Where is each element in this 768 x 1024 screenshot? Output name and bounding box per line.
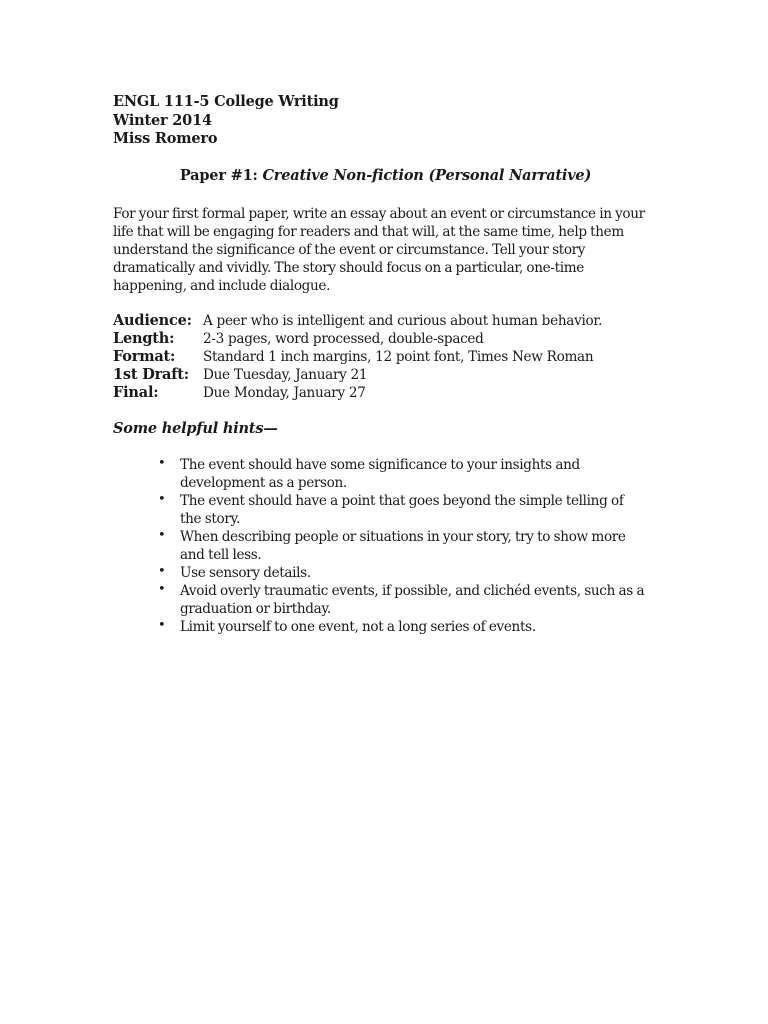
intro-line: For your first formal paper, write an essay about an event or circumstance in your <box>113 205 645 222</box>
hint-line: The event should have some significance to your insights and <box>180 456 580 473</box>
document-page <box>113 93 658 636</box>
hint-line: Avoid overly traumatic events, if possible, and clichéd events, such as a <box>180 582 645 599</box>
list-item <box>158 492 658 528</box>
bullet-icon: • <box>158 491 166 507</box>
spec-row-first-draft <box>113 366 658 384</box>
intro-line: life that will be engaging for readers and that will, at the same time, help them <box>113 223 624 240</box>
spec-row-format <box>113 348 658 366</box>
intro-line: dramatically and vividly. The story should focus on a particular, one-time <box>113 259 584 276</box>
hint-line: Limit yourself to one event, not a long series of events. <box>180 618 536 635</box>
hints-heading: Some helpful hints— <box>113 419 278 437</box>
spec-label: Final: <box>113 383 159 401</box>
list-item <box>158 456 658 492</box>
spec-label: Audience: <box>113 311 192 329</box>
hint-line: graduation or birthday. <box>180 600 331 617</box>
intro-paragraph <box>113 205 658 295</box>
spec-row-audience <box>113 312 658 330</box>
list-item <box>158 618 658 636</box>
bullet-icon: • <box>158 617 166 633</box>
paper-title-subtitle: Creative Non-fiction (Personal Narrative) <box>262 166 592 184</box>
intro-line: happening, and include dialogue. <box>113 277 331 294</box>
hint-line: Use sensory details. <box>180 564 311 581</box>
bullet-icon: • <box>158 455 166 471</box>
spec-value: 2-3 pages, word processed, double-spaced <box>203 330 484 347</box>
paper-title-prefix: Paper #1: <box>179 166 263 184</box>
hint-line: development as a person. <box>180 474 347 491</box>
instructor-name: Miss Romero <box>113 130 218 147</box>
course-name: ENGL 111-5 College Writing <box>113 93 339 110</box>
spec-value: A peer who is intelligent and curious about human behavior. <box>203 312 603 329</box>
course-term: Winter 2014 <box>113 111 212 129</box>
spec-value: Standard 1 inch margins, 12 point font, Times New Roman <box>203 348 594 365</box>
hint-line: the story. <box>180 510 240 527</box>
hint-line: When describing people or situations in your story, try to show more <box>180 528 626 545</box>
spec-label: Length: <box>113 329 175 347</box>
paper-title <box>113 167 658 185</box>
bullet-icon: • <box>158 563 166 579</box>
list-item <box>158 582 658 618</box>
hint-line: and tell less. <box>180 546 262 563</box>
spec-row-final <box>113 384 658 402</box>
spec-label: 1st Draft: <box>113 365 189 383</box>
spec-row-length <box>113 330 658 348</box>
hint-line: The event should have a point that goes beyond the simple telling of <box>180 492 624 509</box>
hints-list <box>113 456 658 636</box>
spec-label: Format: <box>113 347 176 365</box>
list-item <box>158 564 658 582</box>
course-header <box>113 93 658 149</box>
spec-value: Due Tuesday, January 21 <box>203 366 368 383</box>
assignment-specs <box>113 312 658 402</box>
list-item <box>158 528 658 564</box>
spec-value: Due Monday, January 27 <box>203 384 366 401</box>
bullet-icon: • <box>158 527 166 543</box>
bullet-icon: • <box>158 581 166 597</box>
intro-line: understand the significance of the event or circumstance. Tell your story <box>113 241 586 258</box>
